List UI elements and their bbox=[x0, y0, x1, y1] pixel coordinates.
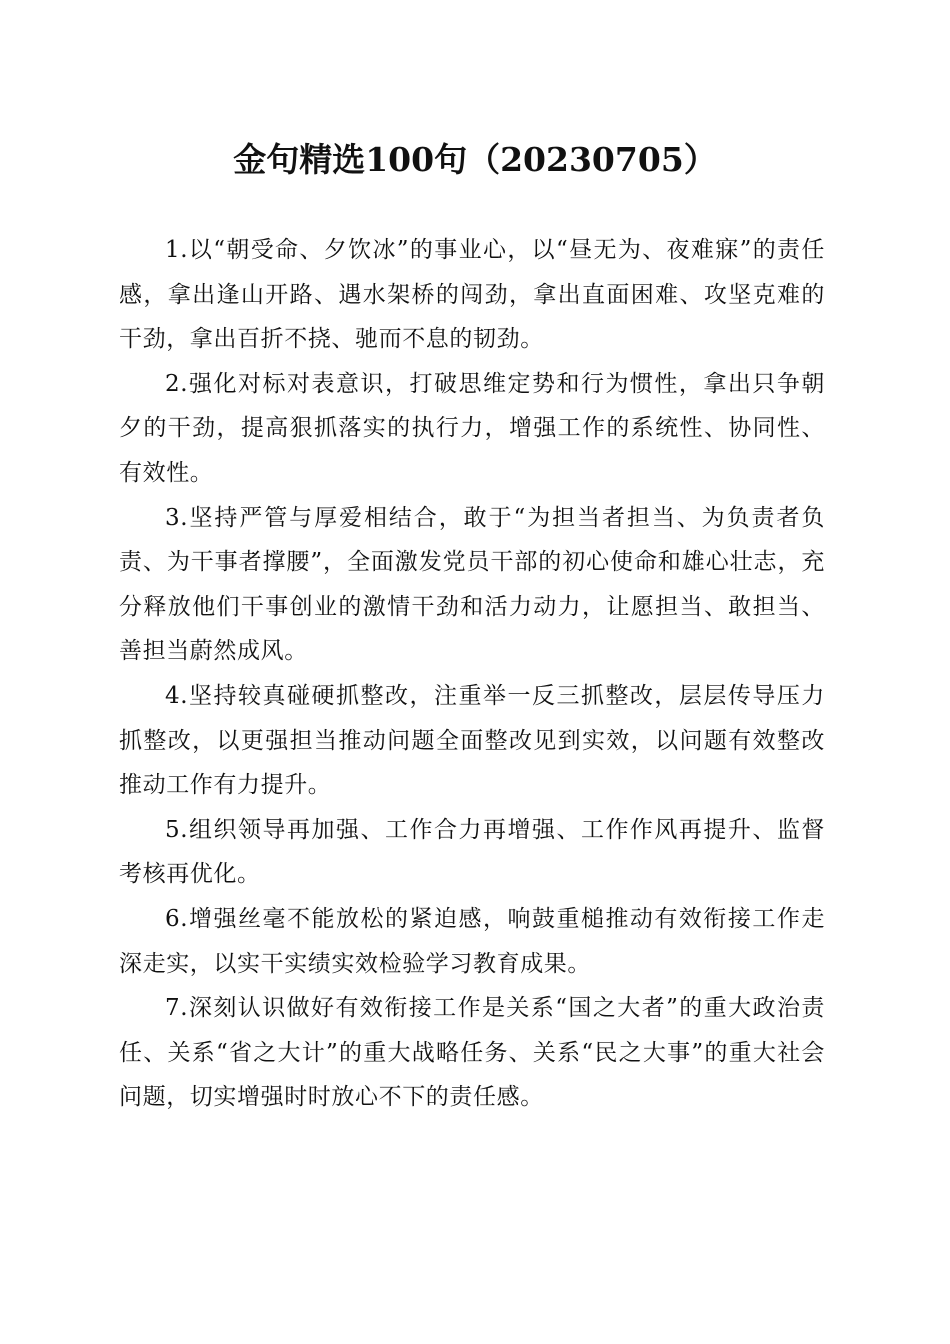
document-body bbox=[119, 228, 825, 1120]
paragraph-4: 4.坚持较真碰硬抓整改，注重举一反三抓整改，层层传导压力抓整改，以更强担当推动问题全面整改见到实效，以问题有效整改推动工作有力提升。 bbox=[119, 682, 825, 799]
paragraph-6: 6.增强丝毫不能放松的紧迫感，响鼓重槌推动有效衔接工作走深走实，以实干实绩实效检验学习教育成果。 bbox=[119, 905, 825, 977]
paragraph-3: 3.坚持严管与厚爱相结合，敢于“为担当者担当、为负责者负责、为干事者撑腰”，全面激发党员干部的初心使命和雄心壮志，充分释放他们干事创业的激情干劲和活力动力，让愿担当、敢担当、善担当蔚然成风。 bbox=[119, 504, 825, 665]
paragraph-1: 1.以“朝受命、夕饮冰”的事业心，以“昼无为、夜难寐”的责任感，拿出逢山开路、遇水架桥的闯劲，拿出直面困难、攻坚克难的干劲，拿出百折不挠、驰而不息的韧劲。 bbox=[119, 237, 825, 353]
paragraph-7: 7.深刻认识做好有效衔接工作是关系“国之大者”的重大政治责任、关系“省之大计”的重大战略任务、关系“民之大事”的重大社会问题，切实增强时时放心不下的责任感。 bbox=[119, 995, 825, 1111]
page-title: 金句精选100句（20230705） bbox=[233, 140, 717, 179]
paragraph-2: 2.强化对标对表意识，打破思维定势和行为惯性，拿出只争朝夕的干劲，提高狠抓落实的执行力，增强工作的系统性、协同性、有效性。 bbox=[119, 370, 825, 486]
paragraph-5: 5.组织领导再加强、工作合力再增强、工作作风再提升、监督考核再优化。 bbox=[119, 816, 825, 888]
